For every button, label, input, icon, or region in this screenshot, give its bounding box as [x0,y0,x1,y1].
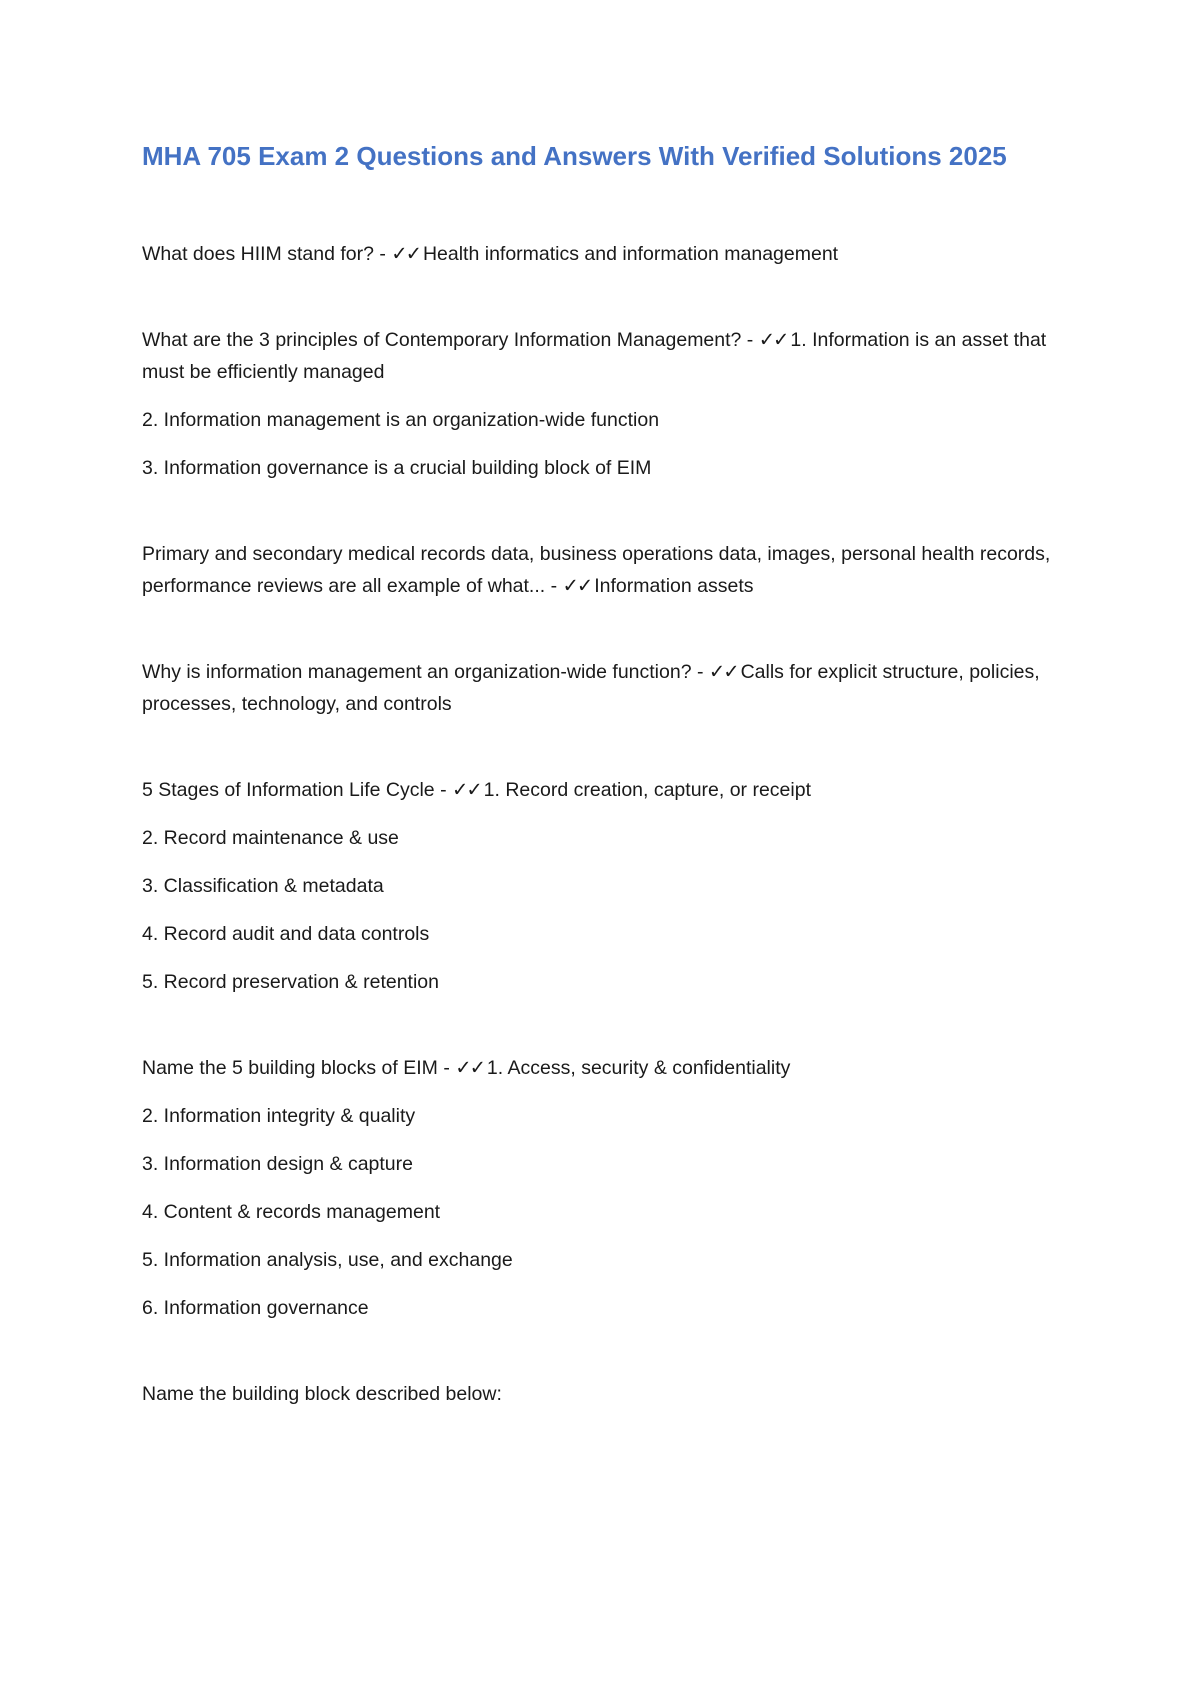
answer-list-item: 6. Information governance [142,1296,369,1319]
question-text: What are the 3 principles of Contemporary Information Management? - [142,328,759,351]
answer-list-item: 3. Information governance is a crucial building block of EIM [142,456,652,479]
qa-item [142,774,1072,998]
double-check-icon: ✓✓ [451,777,481,801]
answer-text: 1. Access, security & confidentiality [486,1056,791,1079]
qa-question-line [142,774,1072,806]
answer-list-item: 4. Content & records management [142,1200,441,1223]
double-check-icon: ✓✓ [758,327,788,351]
answer-list-item: 2. Record maintenance & use [142,826,399,849]
qa-item [142,238,1072,270]
answer-list-item: 2. Information management is an organization-wide function [142,408,660,431]
qa-item [142,1378,1072,1410]
question-text: What does HIIM stand for? - [142,242,392,265]
question-text: Name the 5 building blocks of EIM - [142,1056,456,1079]
document-title: MHA 705 Exam 2 Questions and Answers With Verified Solutions 2025 [142,141,1007,171]
answer-list-item: 5. Record preservation & retention [142,970,439,993]
answer-text: Calls for explicit structure, policies, processes, technology, and controls [142,660,1040,715]
qa-question-line [142,538,1072,602]
answer-text: Information assets [594,574,754,597]
answer-list-item: 5. Information analysis, use, and exchange [142,1248,513,1271]
double-check-icon: ✓✓ [455,1055,484,1079]
double-check-icon: ✓✓ [391,241,420,265]
qa-question-line [142,238,1072,270]
answer-list-item: 2. Information integrity & quality [142,1104,416,1127]
answer-list-item: 3. Information design & capture [142,1152,413,1175]
qa-item [142,656,1072,720]
answer-text: 1. Information is an asset that must be efficiently managed [142,328,1047,383]
qa-question-line [142,1052,1072,1084]
qa-question-line [142,324,1072,388]
answer-text: Health informatics and information management [422,242,839,265]
qa-item [142,538,1072,602]
double-check-icon: ✓✓ [562,573,592,597]
answer-text: 1. Record creation, capture, or receipt [483,778,812,801]
answer-list-item: 4. Record audit and data controls [142,922,430,945]
document-page [142,140,1072,1464]
question-text: Why is information management an organization-wide function? - [142,660,709,683]
question-text: Name the building block described below: [142,1382,502,1405]
qa-question-line [142,656,1072,720]
qa-item [142,1052,1072,1324]
answer-list-item: 3. Classification & metadata [142,874,384,897]
qa-question-line [142,1378,1072,1410]
question-text: Primary and secondary medical records data, business operations data, images, personal health records, performance reviews are all example of what... - [142,542,1051,597]
question-text: 5 Stages of Information Life Cycle - [142,778,452,801]
double-check-icon: ✓✓ [708,659,738,683]
qa-item [142,324,1072,484]
